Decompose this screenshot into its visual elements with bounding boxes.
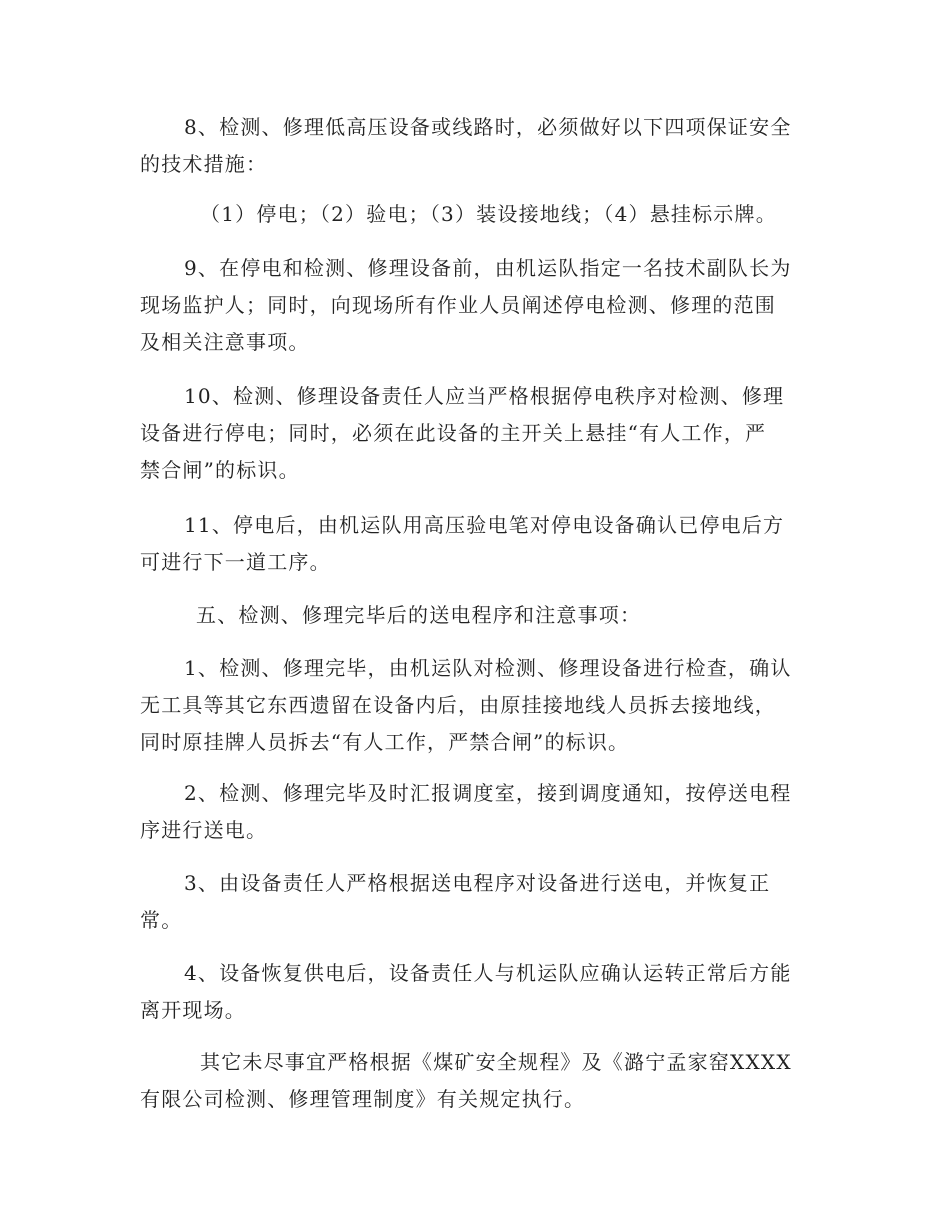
paragraph-line: 序进行送电。 — [140, 818, 268, 842]
paragraph-line: 禁合闸”的标识。 — [140, 458, 300, 482]
paragraph-line: 2、检测、修理完毕及时汇报调度室，接到调度通知，按停送电程 — [184, 781, 792, 805]
paragraph-line: 4、设备恢复供电后，设备责任人与机运队应确认运转正常后方能 — [184, 961, 792, 985]
paragraph-step-4 — [140, 955, 810, 1029]
paragraph-line: 其它未尽事宜严格根据《煤矿安全规程》及《潞宁孟家窑XXXX — [200, 1050, 792, 1074]
paragraph-step-3 — [140, 865, 810, 939]
paragraph-line: 同时原挂牌人员拆去“有人工作，严禁合闸”的标识。 — [140, 730, 630, 754]
paragraph-line: 常。 — [140, 908, 183, 932]
paragraph-line: 有限公司检测、修理管理制度》有关规定执行。 — [140, 1087, 586, 1111]
paragraph-closing — [140, 1044, 810, 1118]
paragraph-line: 设备进行停电；同时，必须在此设备的主开关上悬挂“有人工作，严 — [140, 421, 767, 445]
paragraph-line: 1、检测、修理完毕，由机运队对检测、修理设备进行检查，确认 — [184, 656, 792, 680]
paragraph-line: 11、停电后，由机运队用高压验电笔对停电设备确认已停电后方 — [184, 513, 785, 537]
paragraph-line: 及相关注意事项。 — [140, 330, 310, 354]
paragraph-line: 8、检测、修理低高压设备或线路时，必须做好以下四项保证安全 — [184, 115, 792, 139]
paragraph-item-9 — [140, 250, 810, 361]
paragraph-line: 五、检测、修理完毕后的送电程序和注意事项： — [196, 603, 642, 627]
section-heading — [140, 597, 810, 634]
paragraph-line: （1）停电；（2）验电；（3）装设接地线；（4）悬挂标示牌。 — [200, 202, 777, 226]
paragraph-line: 现场监护人；同时，向现场所有作业人员阐述停电检测、修理的范围 — [140, 293, 776, 317]
paragraph-item-11 — [140, 507, 810, 581]
paragraph-line: 的技术措施： — [140, 152, 268, 176]
paragraph-line: 可进行下一道工序。 — [140, 550, 331, 574]
paragraph-item-8 — [140, 109, 810, 183]
paragraph-step-1 — [140, 650, 810, 761]
paragraph-line: 10、检测、修理设备责任人应当严格根据停电秩序对检测、修理 — [184, 384, 785, 408]
paragraph-item-10 — [140, 378, 810, 489]
paragraph-line: 离开现场。 — [140, 998, 246, 1022]
paragraph-measures-list — [140, 196, 810, 233]
paragraph-line: 无工具等其它东西遗留在设备内后，由原挂接地线人员拆去接地线， — [140, 693, 776, 717]
paragraph-line: 3、由设备责任人严格根据送电程序对设备进行送电，并恢复正 — [184, 871, 771, 895]
paragraph-line: 9、在停电和检测、修理设备前，由机运队指定一名技术副队长为 — [184, 256, 792, 280]
paragraph-step-2 — [140, 775, 810, 849]
